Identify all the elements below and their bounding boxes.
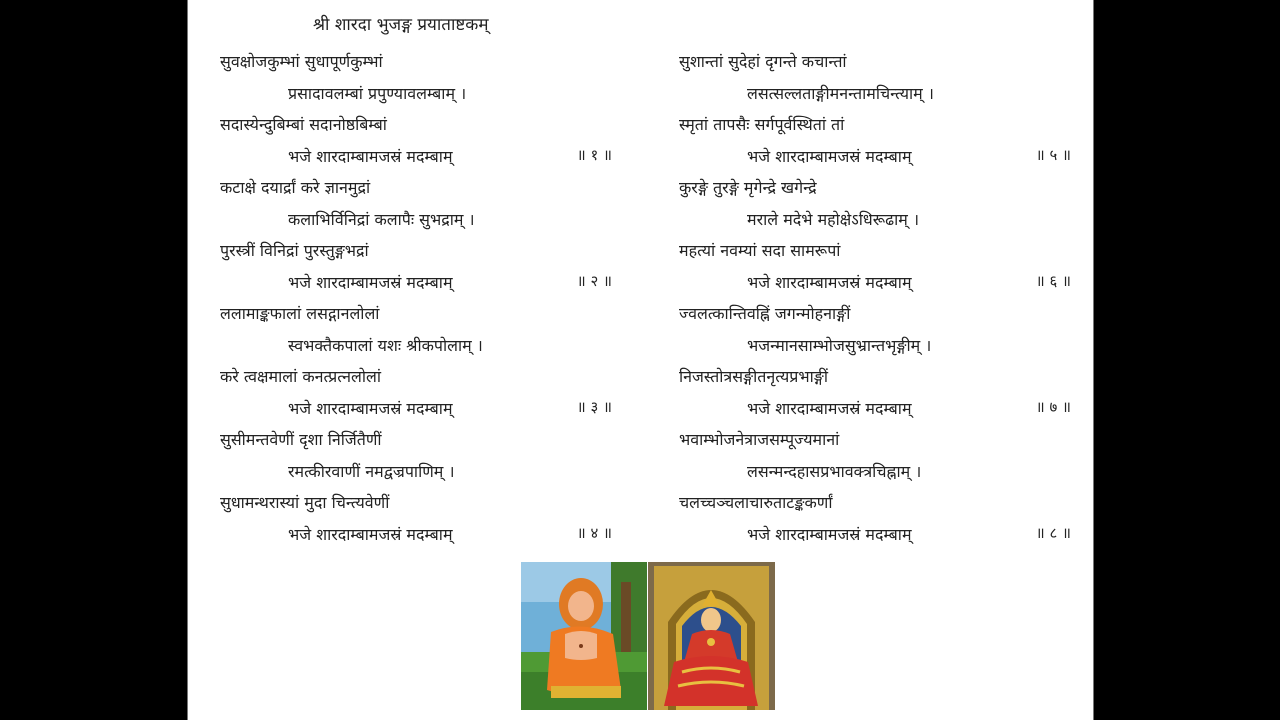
verse-number: ॥ ७ ॥ [1035,397,1071,416]
verse-text: ललामाङ्कफालां लसद्गानलोलां [220,304,380,323]
verse-number: ॥ ६ ॥ [1035,271,1071,290]
verse-text: भजे शारदाम्बामजस्रं मदम्बाम् [747,524,912,544]
verse-number: ॥ ५ ॥ [1035,145,1071,164]
left-verse-line [220,235,620,267]
right-verse-line [679,298,1079,330]
verse-text: भजे शारदाम्बामजस्रं मदम्बाम् [288,524,453,544]
left-verse-line [220,204,620,236]
page-title: श्री शारदा भुजङ्ग प्रयाताष्टकम् [313,15,489,35]
verse-number: ॥ ३ ॥ [576,397,612,416]
verse-text: सुसीमन्तवेणीं दृशा निर्जितैणीं [220,430,382,449]
document-page [187,0,1094,720]
left-verse-line [220,393,620,425]
verse-text: सदास्येन्दुबिम्बां सदानोष्ठबिम्बां [220,115,387,134]
verse-text: लसन्मन्दहासप्रभावक्त्रचिह्नाम् । [747,461,922,481]
verse-text: मराले मदेभे महोक्षेऽधिरूढाम् । [747,209,920,229]
verse-text: स्वभक्तैकपालां यशः श्रीकपोलाम् । [288,335,483,355]
verse-text: भजे शारदाम्बामजस्रं मदम्बाम् [288,398,453,418]
right-verse-line [679,330,1079,362]
verse-text: सुवक्षोजकुम्भां सुधापूर्णकुम्भां [220,52,383,71]
right-verse-line [679,235,1079,267]
right-verse-line [679,487,1079,519]
verse-text: भजे शारदाम्बामजस्रं मदम्बाम् [747,146,912,166]
left-verse-line [220,456,620,488]
right-verse-line [679,141,1079,173]
verse-text: रमत्कीरवाणीं नमद्वज्रपाणिम् । [288,461,455,481]
left-verse-line [220,267,620,299]
verse-text: कटाक्षे दयार्द्रां करे ज्ञानमुद्रां [220,178,371,197]
right-verse-line [679,424,1079,456]
verse-text: लसत्सल्लताङ्गीमनन्तामचिन्त्याम् । [747,83,934,103]
left-verse-line [220,46,620,78]
left-verse-line [220,361,620,393]
right-verse-line [679,109,1079,141]
verse-text: पुरस्त्रीं विनिद्रां पुरस्तुङ्गभद्रां [220,241,369,260]
verse-text: करे त्वक्षमालां कनत्प्रत्नलोलां [220,367,382,386]
sage-portrait-image [521,562,647,710]
right-verse-line [679,519,1079,551]
verse-number: ॥ ४ ॥ [576,523,612,542]
verse-text: स्मृतां तापसैः सर्गपूर्वस्थितां तां [679,115,845,134]
right-verse-line [679,172,1079,204]
verse-text: महत्यां नवम्यां सदा सामरूपां [679,241,841,260]
verse-text: कलाभिर्विनिद्रां कलापैः सुभद्राम् । [288,209,475,229]
verse-text: कुरङ्गे तुरङ्गे मृगेन्द्रे खगेन्द्रे [679,178,817,197]
right-verse-line [679,361,1079,393]
right-verse-line [679,204,1079,236]
left-verse-line [220,172,620,204]
verse-text: भजे शारदाम्बामजस्रं मदम्बाम् [747,272,912,292]
left-verse-line [220,78,620,110]
verse-text: सुधामन्थरास्यां मुदा चिन्त्यवेणीं [220,493,390,512]
verse-text: ज्वलत्कान्तिवह्निं जगन्मोहनाङ्गीं [679,304,851,323]
verse-text: भजन्मानसाम्भोजसुभ्रान्तभृङ्गीम् । [747,335,932,355]
verse-number: ॥ ८ ॥ [1035,523,1071,542]
right-verse-line [679,393,1079,425]
verse-text: चलच्चञ्चलाचारुताटङ्ककर्णां [679,493,833,512]
right-column [679,46,1079,550]
verse-text: भजे शारदाम्बामजस्रं मदम्बाम् [288,146,453,166]
goddess-portrait-image [648,562,775,710]
verse-number: ॥ २ ॥ [576,271,612,290]
right-verse-line [679,456,1079,488]
image-strip [521,562,775,710]
left-verse-line [220,141,620,173]
verse-text: भजे शारदाम्बामजस्रं मदम्बाम् [288,272,453,292]
verse-number: ॥ १ ॥ [576,145,612,164]
right-verse-line [679,46,1079,78]
left-verse-line [220,330,620,362]
verse-text: निजस्तोत्रसङ्गीतनृत्यप्रभाङ्गीं [679,367,828,386]
left-verse-line [220,424,620,456]
verse-text: भजे शारदाम्बामजस्रं मदम्बाम् [747,398,912,418]
verse-text: प्रसादावलम्बां प्रपुण्यावलम्बाम् । [288,83,467,103]
verse-text: भवाम्भोजनेत्राजसम्पूज्यमानां [679,430,840,449]
right-verse-line [679,78,1079,110]
left-verse-line [220,487,620,519]
left-verse-line [220,109,620,141]
right-verse-line [679,267,1079,299]
verse-text: सुशान्तां सुदेहां दृगन्ते कचान्तां [679,52,847,71]
left-verse-line [220,519,620,551]
left-column [220,46,620,550]
left-verse-line [220,298,620,330]
